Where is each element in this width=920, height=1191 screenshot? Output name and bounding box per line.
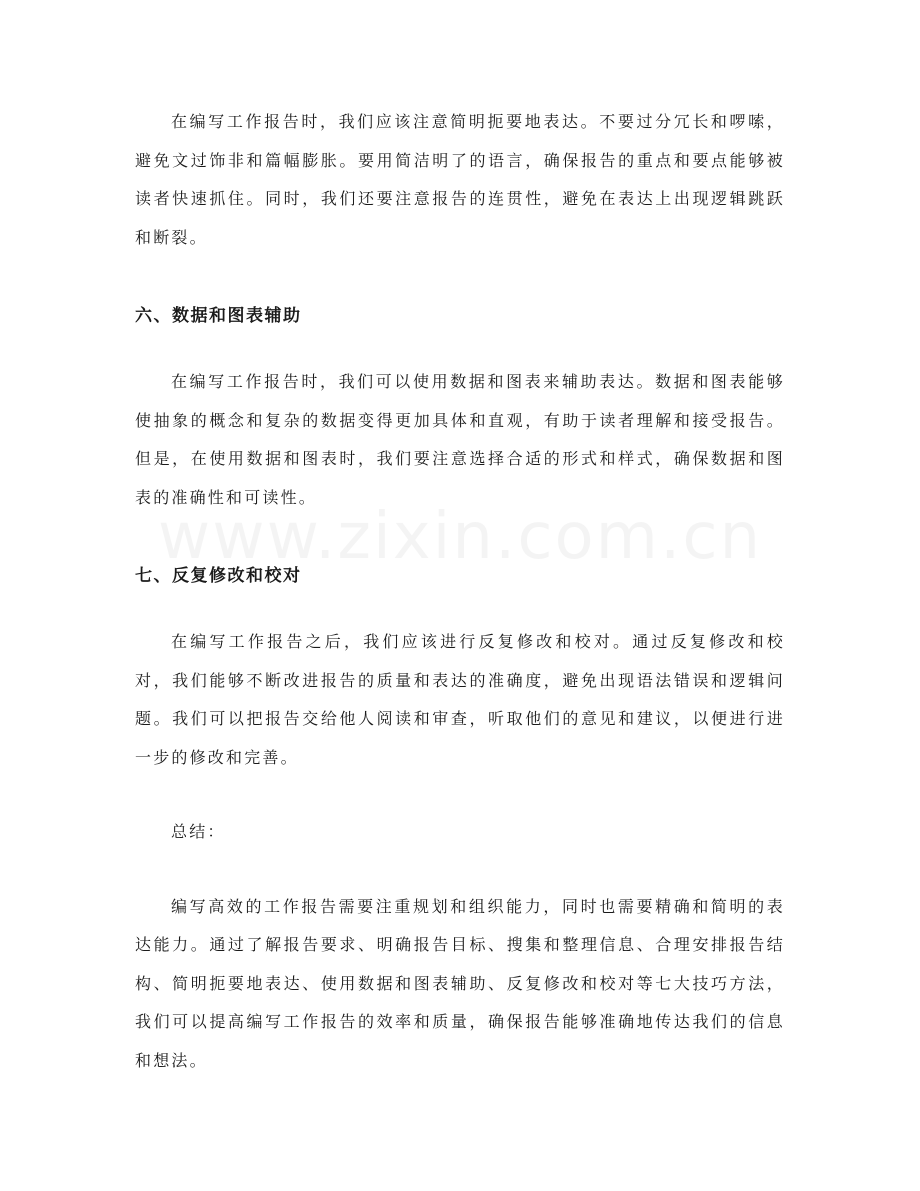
summary-label: 总结： <box>171 822 226 841</box>
paragraph-summary: 编写高效的工作报告需要注重规划和组织能力，同时也需要精确和简明的表达能力。通过了解报告要求、明确报告目标、搜集和整理信息、合理安排报告结构、简明扼要地表达、使用数据和图表辅助、反复修改和校对等七大技巧方法，我们可以提高编写工作报告的效率和质量，确保报告能够准确地传达我们的信息和想法。 <box>135 896 785 1070</box>
section-heading-data-charts: 六、数据和图表辅助 <box>135 306 302 326</box>
paragraph-concise-expression: 在编写工作报告时，我们应该注意简明扼要地表达。不要过分冗长和啰嗦，避免文过饰非和篇幅膨胀。要用简洁明了的语言，确保报告的重点和要点能够被读者快速抓住。同时，我们还要注意报告的连贯性，避免在表达上出现逻辑跳跃和断裂。 <box>135 112 785 247</box>
section-heading-revise-proofread: 七、反复修改和校对 <box>135 566 302 586</box>
paragraph-data-charts: 在编写工作报告时，我们可以使用数据和图表来辅助表达。数据和图表能够使抽象的概念和复杂的数据变得更加具体和直观，有助于读者理解和接受报告。但是，在使用数据和图表时，我们要注意选择合适的形式和样式，确保数据和图表的准确性和可读性。 <box>135 372 785 507</box>
paragraph-revise-proofread: 在编写工作报告之后，我们应该进行反复修改和校对。通过反复修改和校对，我们能够不断改进报告的质量和表达的准确度，避免出现语法错误和逻辑问题。我们可以把报告交给他人阅读和审查，听取他们的意见和建议，以便进行进一步的修改和完善。 <box>135 632 785 767</box>
document-body <box>135 103 785 1080</box>
